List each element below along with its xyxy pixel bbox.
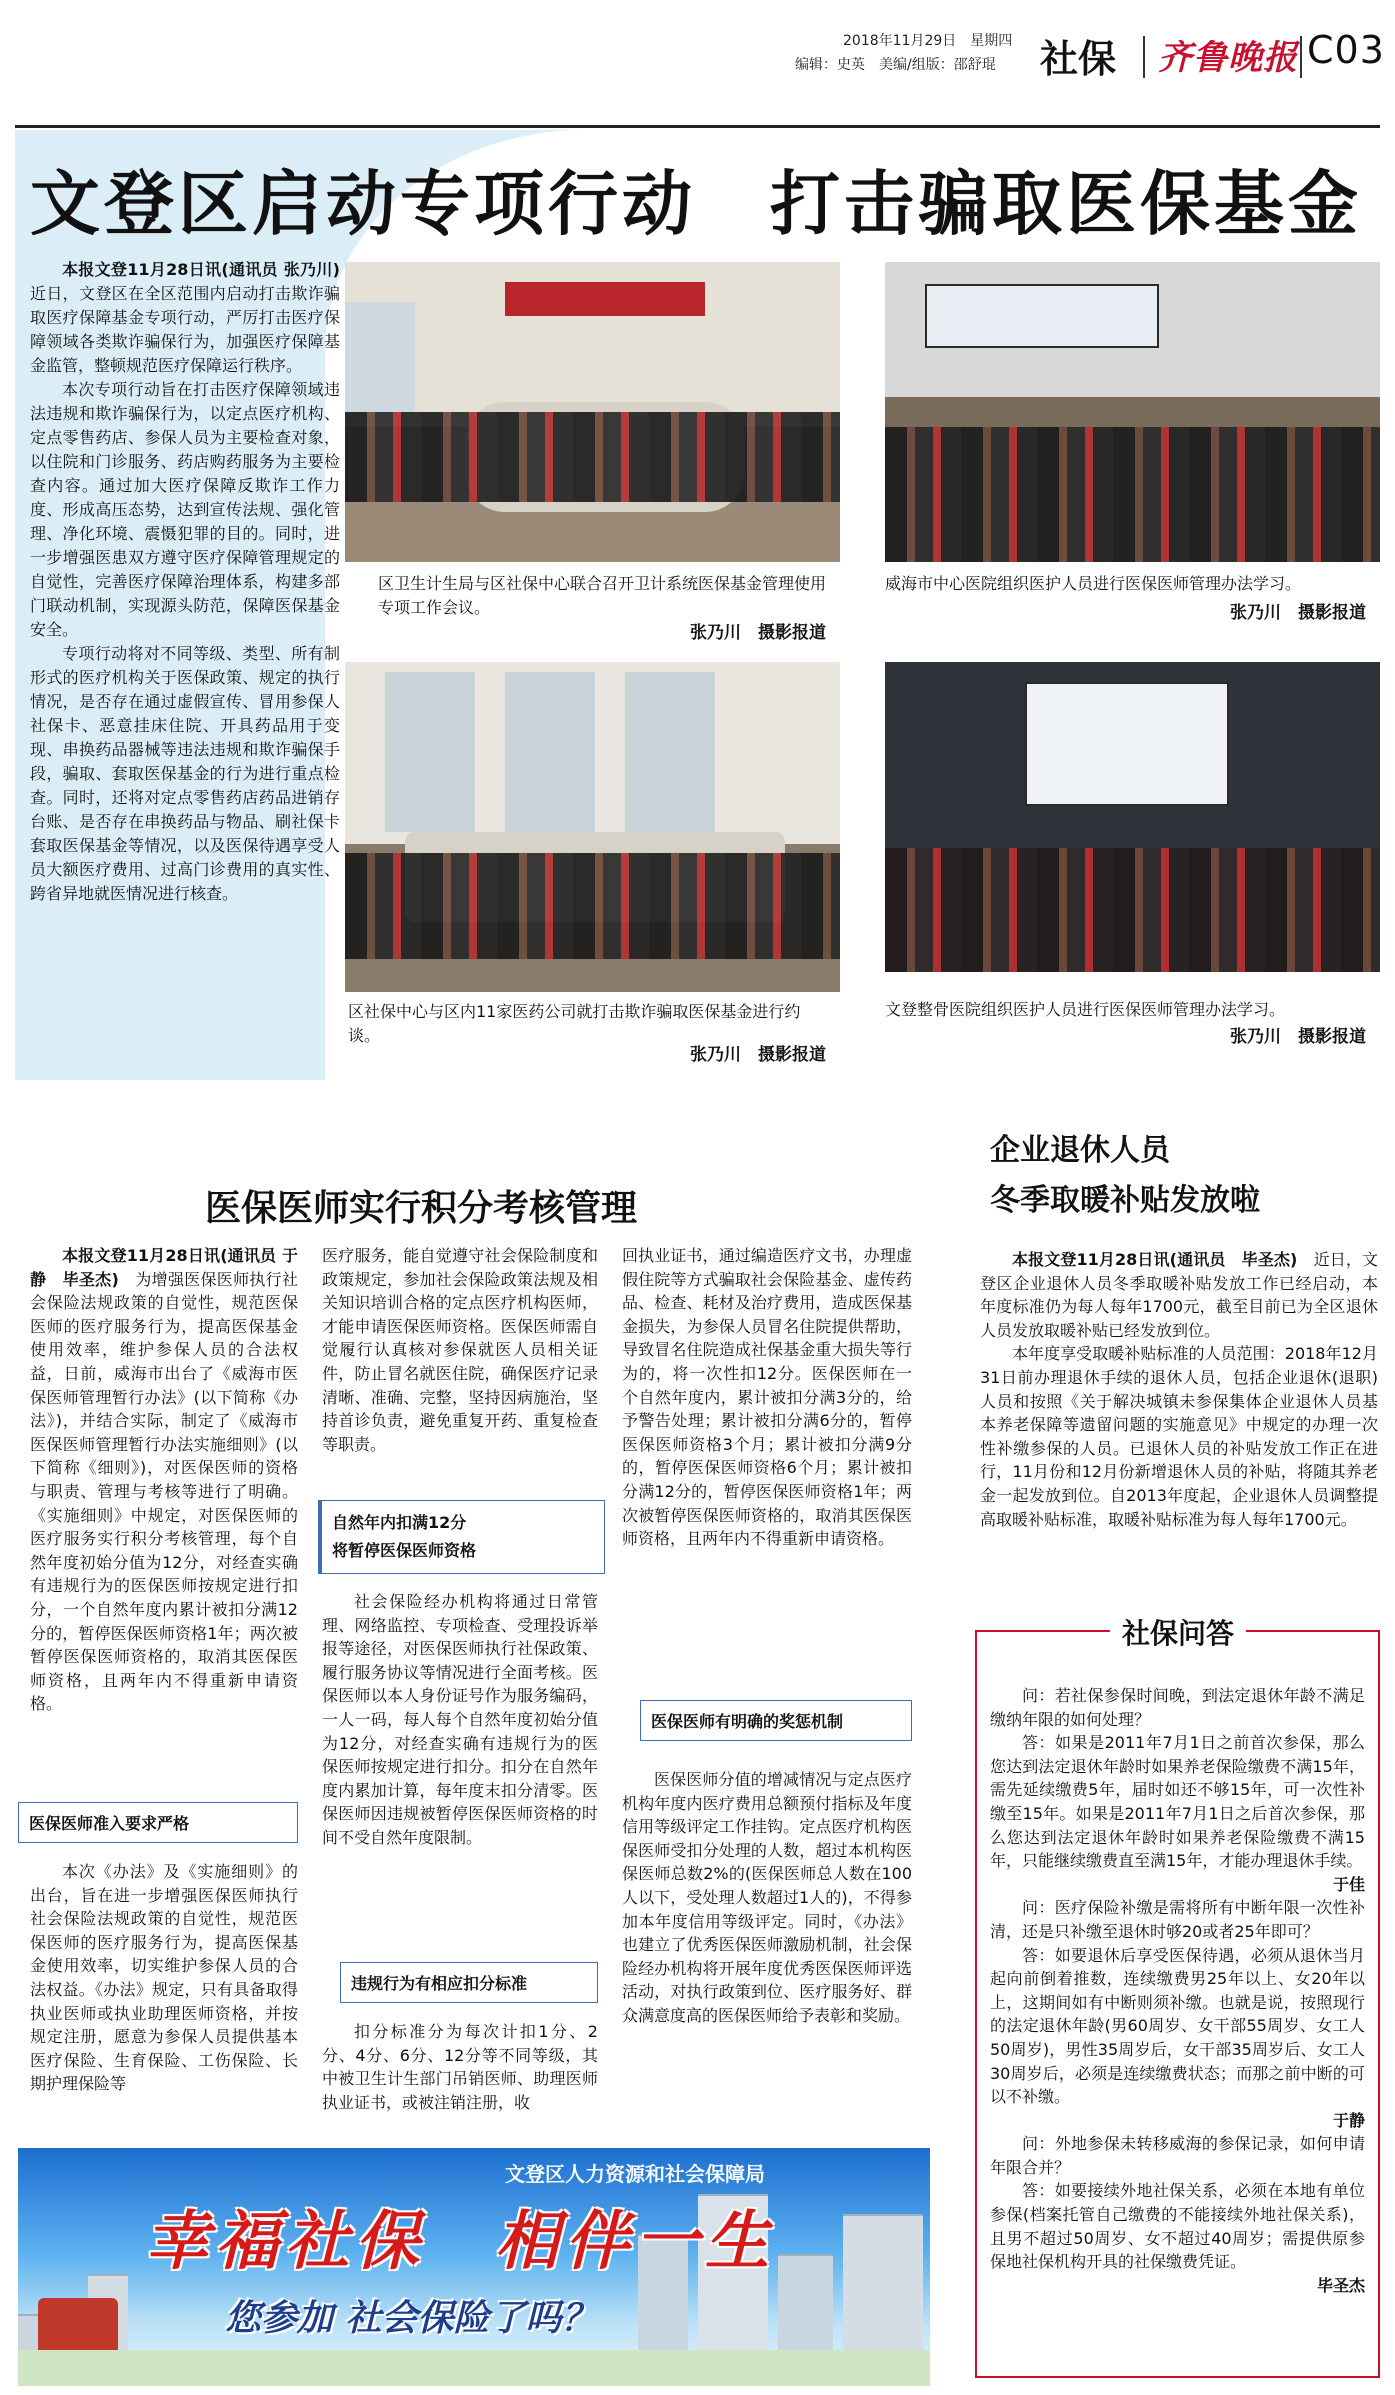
photo-caption: 区卫生计生局与区社保中心联合召开卫计系统医保基金管理使用专项工作会议。 <box>378 574 827 617</box>
paragraph: 本报文登11月28日讯(通讯员 于静 毕圣杰) 为增强医保医师执行社会保险法规政策的自觉性，规范医保医师的医疗服务行为，提高医保基金使用效率，维护参保人员的合法权益，日前，威海市出台了《威海市医保医师管理暂行办法》(以下简称《办法》)，并结合实际，制定了《威海市医保医师管理暂行办法实施细则》(以下简称《细则》)，对医保医师的资格与职责、管理与考核等进行了明确。《实施细则》中规定，对医保医师的医疗服务实行积分考核管理，每个自然年度初始分值为12分，对经查实确有违规行为的医保医师按规定进行扣分，一个自然年度内累计被扣分满12分的，暂停医保医师资格1年；两次被暂停医保医师资格的，取消其医保医师资格，且两年内不得重新申请资格。 <box>30 1246 298 1714</box>
qa-answer: 答：如果是2011年7月1日之前首次参保，那么您达到法定退休年龄时如果养老保险缴费不满15年，需先延续缴费5年，届时如还不够15年，可一次性补缴至15年。如果是2011年7月1日之后首次参保，那么您达到法定退休年龄时如果养老保险缴费不满15年，只能继续缴费直至满15年，才能办理退休手续。 <box>990 1733 1365 1871</box>
top-story-headline: 文登区启动专项行动 打击骗取医保基金 <box>30 163 1362 245</box>
photo-credit: 张乃川 摄影报道 <box>690 623 826 643</box>
masthead-divider <box>1143 36 1145 78</box>
qa-question: 问：若社保参保时间晚，到法定退休年龄不满足缴纳年限的如何处理？ <box>990 1686 1365 1729</box>
banner-organization: 文登区人力资源和社会保障局 <box>505 2162 765 2186</box>
paragraph: 扣分标准分为每次计扣1分、2分、4分、6分、12分等不同等级，其中被卫生计生部门吊销医师、助理医师执业证书，或被注销注册，收 <box>322 2022 598 2112</box>
paragraph: 医保医师分值的增减情况与定点医疗机构年度内医疗费用总额预付指标及年度信用等级评定工作挂钩。定点医疗机构医保医师受扣分处理的人数，超过本机构医保医师总数2%的(医保医师总人数在100人以下，受处理人数超过1人的)，不得参加本年度信用等级评定。同时，《办法》也建立了优秀医保医师激励机制，社会保险经办机构将开展年度优秀医保医师评选活动，对执行政策到位、医疗服务好、群众满意度高的医保医师给予表彰和奖励。 <box>622 1770 912 2025</box>
photo-hospital-training <box>885 662 1380 972</box>
masthead-divider <box>1300 36 1302 78</box>
photo-meeting <box>345 262 840 562</box>
top-rule <box>15 125 1380 128</box>
paragraph: 回执业证书，通过编造医疗文书，办理虚假住院等方式骗取社会保险基金、虚传药品、检查、耗材及治疗费用，造成医保基金损失，为参保人员冒名住院提供帮助，导致冒名住院造成社保基金重大损失等行为的，将一次性扣12分。医保医师在一个自然年度内，累计被扣分满3分的，给予警告处理；累计被扣分满6分的，暂停医保医师资格3个月；累计被扣分满9分的，暂停医保医师资格6个月；累计被扣分满12分的，暂停医保医师资格1年；两次被暂停医保医师资格的，取消其医保医师资格，且两年内不得重新申请资格。 <box>622 1246 912 1549</box>
dateline: 本报文登11月28日讯(通讯员 于静 毕圣杰) <box>30 1246 298 1289</box>
page-number: C03 <box>1307 28 1385 72</box>
issue-date: 2018年11月29日 星期四 <box>843 33 1013 49</box>
photo-credit: 张乃川 摄影报道 <box>690 1045 826 1065</box>
paragraph: 社会保险经办机构将通过日常管理、网络监控、专项检查、受理投诉举报等途径，对医保医师执行社保政策、履行服务协议等情况进行全面考核。医保医师以本人身份证号作为服务编码，一人一码，每人每个自然年度初始分值为12分，对经查实确有违规行为的医保医师按规定进行扣分。扣分在自然年度内累加计算，每年度末扣分清零。医保医师因违规被暂停医保医师资格的时间不受自然年度限制。 <box>322 1592 598 1847</box>
story2-column-3 <box>622 1244 912 1551</box>
photo-pharma-meeting <box>345 662 840 992</box>
dateline: 本报文登11月28日讯(通讯员 张乃川) <box>62 260 340 279</box>
banner-slogan: 幸福社保 相伴一生 <box>145 2204 775 2279</box>
editor-credits: 编辑：史英 美编/组版：邵舒琨 <box>795 57 996 73</box>
qa-signature: 于佳 <box>1332 1874 1365 1894</box>
paragraph: 专项行动将对不同等级、类型、所有制形式的医疗机构关于医保政策、规定的执行情况，是否存在通过虚假宣传、冒用参保人社保卡、恶意挂床住院、开具药品用于变现、串换药品器械等违法违规和欺诈骗保手段，骗取、套取医保基金的行为进行重点检查。同时，还将对定点零售药店药品进销存台账、是否存在串换药品与物品、刷社保卡套取医保基金等情况，以及医保待遇享受人员大额医疗费用、过高门诊费用的真实性、跨省异地就医情况进行核查。 <box>30 644 340 903</box>
qa-signature: 于静 <box>1332 2110 1365 2130</box>
story2-column-3b <box>622 1768 912 2028</box>
paper-logo: 齐鲁晚报 <box>1158 38 1298 78</box>
section-name: 社保 <box>1040 36 1117 81</box>
story2-column-2c <box>322 2020 598 2114</box>
story2-column-2b <box>322 1590 598 1850</box>
banner-subtitle: 您参加 社会保险了吗？ <box>225 2298 598 2339</box>
photo-credit: 张乃川 摄影报道 <box>1230 1027 1366 1047</box>
subhead-box: 违规行为有相应扣分标准 <box>340 1962 598 2003</box>
paragraph: 本次专项行动旨在打击医疗保障领域违法违规和欺诈骗保行为，以定点医疗机构、定点零售药店、参保人员为主要检查对象，以住院和门诊服务、药店购药服务为主要检查内容。通过加大医疗保障反欺诈工作力度、形成高压态势，达到宣传法规、强化管理、净化环境、震慑犯罪的目的。同时，进一步增强医患双方遵守医疗保障管理规定的自觉性，完善医疗保障治理体系，构建多部门联动机制，实现源头防范，保障医保基金安全。 <box>30 380 340 639</box>
photo-caption: 威海市中心医院组织医护人员进行医保医师管理办法学习。 <box>885 574 1302 593</box>
paragraph: 本报文登11月28日讯(通讯员 毕圣杰) 近日，文登区企业退休人员冬季取暖补贴发放工作已经启动，本年度标准仍为每人每年1700元，截至目前已为全区退休人员发放取暖补贴已经发放到位。 <box>980 1250 1378 1340</box>
qa-question: 问：外地参保未转移威海的参保记录，如何申请年限合并？ <box>990 2134 1365 2177</box>
story3-body <box>980 1248 1378 1531</box>
story2-column-1 <box>30 1244 298 1716</box>
story2-column-2 <box>322 1244 598 1456</box>
photo-caption: 文登整骨医院组织医护人员进行医保医师管理办法学习。 <box>885 1000 1286 1019</box>
paragraph: 本报文登11月28日讯(通讯员 张乃川) 近日，文登区在全区范围内启动打击欺诈骗取医疗保障基金专项行动，严厉打击医疗保障领域各类欺诈骗保行为，加强医疗保障基金监管，整顿规范医疗保障运行秩序。 <box>30 260 340 375</box>
story2-headline: 医保医师实行积分考核管理 <box>205 1188 638 1229</box>
qa-title: 社保问答 <box>1110 1612 1246 1652</box>
qa-content <box>990 1684 1365 2297</box>
photo-credit: 张乃川 摄影报道 <box>1230 603 1366 623</box>
qa-answer: 答：如要退休后享受医保待遇，必须从退休当月起向前倒着推数，连续缴费男25年以上、女20年以上，这期间如有中断则须补缴。也就是说，按照现行的法定退休年龄(男60周岁、女干部55周岁、女工人50周岁)，男性35周岁后，女干部35周岁后、女工人30周岁后，必须是连续缴费状态；而那之前中断的可以不补缴。 <box>990 1945 1365 2107</box>
subhead-box: 医保医师准入要求严格 <box>18 1802 298 1843</box>
photo-lecture-hall <box>885 262 1380 562</box>
story3-headline-line2: 冬季取暖补贴发放啦 <box>990 1183 1260 1218</box>
paragraph: 医疗服务，能自觉遵守社会保险制度和政策规定，参加社会保险政策法规及相关知识培训合格的定点医疗机构医师，才能申请医保医师资格。医保医师需自觉履行认真核对参保就医人员相关证件，防止冒名就医住院，确保医疗记录清晰、准确、完整，坚持因病施治，坚持首诊负责，避免重复开药、重复检查等职责。 <box>322 1246 598 1454</box>
qa-signature: 毕圣杰 <box>1316 2275 1365 2295</box>
dateline: 本报文登11月28日讯(通讯员 毕圣杰) <box>1012 1250 1298 1269</box>
subhead-box: 医保医师有明确的奖惩机制 <box>640 1700 912 1741</box>
top-story-body <box>30 258 340 906</box>
photo-caption: 区社保中心与区内11家医药公司就打击欺诈骗取医保基金进行约谈。 <box>348 1002 801 1045</box>
paragraph: 本年度享受取暖补贴标准的人员范围：2018年12月31日前办理退休手续的退休人员，包括企业退休(退职)人员和按照《关于解决城镇未参保集体企业退休人员基本养老保障等遗留问题的实施意见》中规定的办理一次性补缴参保的人员。已退休人员的补贴发放工作正在进行，11月份和12月份新增退休人员的补贴，将随其养老金一起发放到位。自2013年度起，企业退休人员调整提高取暖补贴标准，取暖补贴标准为每人每年1700元。 <box>980 1344 1378 1529</box>
qa-question: 问：医疗保险补缴是需将所有中断年限一次性补清，还是只补缴至退休时够20或者25年即可？ <box>990 1898 1365 1941</box>
story3-headline-line1: 企业退休人员 <box>990 1133 1170 1168</box>
story2-column-1b <box>30 1860 298 2096</box>
subhead-box: 自然年内扣满12分 将暂停医保医师资格 <box>318 1500 605 1574</box>
paragraph: 本次《办法》及《实施细则》的出台，旨在进一步增强医保医师执行社会保险法规政策的自觉性，规范医保医师的医疗服务行为，提高医保基金使用效率，切实维护参保人员的合法权益。《办法》规定，只有具备取得执业医师或执业助理医师资格，并按规定注册，愿意为参保人员提供基本医疗保险、生育保险、工伤保险、长期护理保险等 <box>30 1862 298 2094</box>
qa-answer: 答：如要接续外地社保关系，必须在本地有单位参保(档案托管自己缴费的不能接续外地社保关系)，且男不超过50周岁、女不超过40周岁；需提供原参保地社保机构开具的社保缴费凭证。 <box>990 2181 1365 2272</box>
